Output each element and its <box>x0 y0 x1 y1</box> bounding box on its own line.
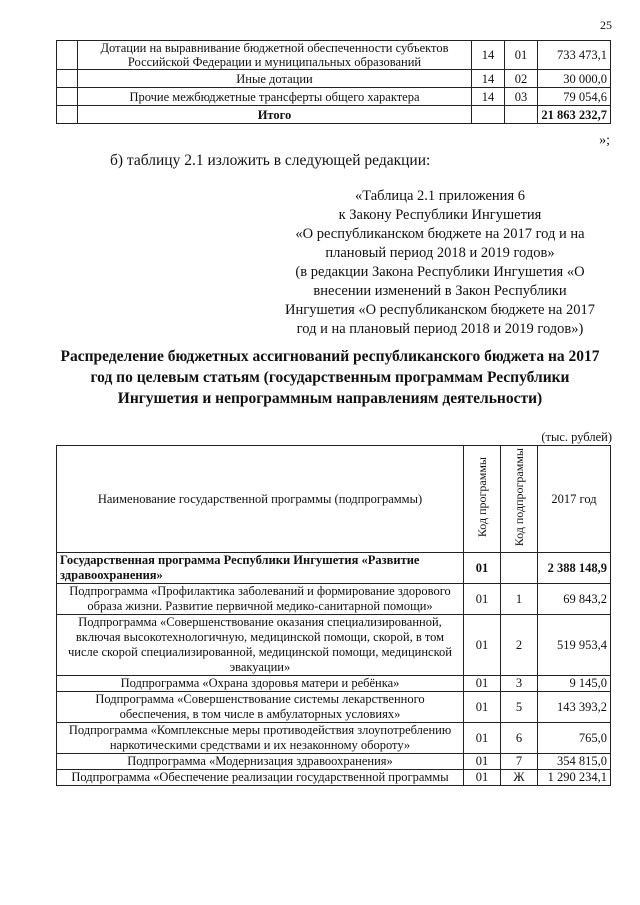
row-name: Подпрограмма «Охрана здоровья матери и ребёнка» <box>57 676 464 692</box>
row-name: Прочие межбюджетные трансферты общего характера <box>78 88 472 106</box>
row-name: Подпрограмма «Совершенствование системы лекарственного обеспечения, в том числе в амбулаторных условиях» <box>57 692 464 723</box>
table-row <box>57 676 611 692</box>
quote-close: »; <box>599 133 610 148</box>
row-subprogram-code: 6 <box>501 723 538 754</box>
row-name: Иные дотации <box>78 70 472 88</box>
row-code-2: 03 <box>505 88 538 106</box>
table-row <box>57 692 611 723</box>
table-row <box>57 88 611 106</box>
row-program-code: 01 <box>464 584 501 615</box>
row-subprogram-code: 3 <box>501 676 538 692</box>
heading-line: Распределение бюджетных ассигнований республиканского бюджета на 2017 <box>60 348 600 365</box>
row-code-2: 01 <box>505 41 538 70</box>
row-program-code: 01 <box>464 676 501 692</box>
table-row <box>57 553 611 584</box>
table-reference-block <box>270 187 610 339</box>
subtitle-line: год и на плановый период 2018 и 2019 годов») <box>296 321 584 337</box>
page-number: 25 <box>600 18 612 32</box>
row-subprogram-code <box>501 553 538 584</box>
table-row <box>57 615 611 676</box>
table-row <box>57 754 611 770</box>
subtitle-line: Ингушетия «О республиканском бюджете на 2017 <box>285 302 595 318</box>
row-code-1: 14 <box>472 70 505 88</box>
row-name: Подпрограмма «Обеспечение реализации государственной программы <box>57 770 464 786</box>
subtitle-line: «Таблица 2.1 приложения 6 <box>355 188 525 204</box>
amendment-instruction: б) таблицу 2.1 изложить в следующей редакции: <box>110 152 431 169</box>
heading-line: год по целевым статьям (государственным программам Республики <box>90 369 570 386</box>
units-label: (тыс. рублей) <box>541 430 612 444</box>
row-amount: 79 054,6 <box>538 88 611 106</box>
table-row <box>57 41 611 70</box>
row-amount: 143 393,2 <box>538 692 611 723</box>
empty-cell <box>472 106 505 124</box>
row-name: Дотации на выравнивание бюджетной обеспеченности субъектов Российской Федерации и муниципальных образований <box>78 41 472 70</box>
heading-line: Ингушетия и непрограммным направлениям деятельности) <box>117 390 543 407</box>
empty-cell <box>57 70 78 88</box>
subtitle-line: (в редакции Закона Республики Ингушетия «О <box>295 264 585 280</box>
row-program-code: 01 <box>464 770 501 786</box>
row-subprogram-code: Ж <box>501 770 538 786</box>
subtitle-line: к Закону Республики Ингушетия <box>338 207 542 223</box>
row-program-code: 01 <box>464 754 501 770</box>
empty-cell <box>57 41 78 70</box>
row-amount: 733 473,1 <box>538 41 611 70</box>
subtitle-line: «О республиканском бюджете на 2017 год и на <box>295 226 585 242</box>
row-code-1: 14 <box>472 41 505 70</box>
row-program-code: 01 <box>464 723 501 754</box>
row-name: Подпрограмма «Совершенствование оказания специализированной, включая высокотехнологичную, медицинской помощи, скорой, в том числе скорой специализированной, медицинской помощи, медицинской эвакуации» <box>57 615 464 676</box>
total-amount: 21 863 232,7 <box>538 106 611 124</box>
previous-table-fragment <box>56 40 611 124</box>
row-subprogram-code: 5 <box>501 692 538 723</box>
header-program-code: Код программы <box>464 446 501 553</box>
row-amount: 765,0 <box>538 723 611 754</box>
row-amount: 9 145,0 <box>538 676 611 692</box>
row-amount: 30 000,0 <box>538 70 611 88</box>
row-program-code: 01 <box>464 692 501 723</box>
table-row <box>57 70 611 88</box>
table-row <box>57 723 611 754</box>
row-amount: 69 843,2 <box>538 584 611 615</box>
total-label: Итого <box>78 106 472 124</box>
row-amount: 1 290 234,1 <box>538 770 611 786</box>
row-subprogram-code: 1 <box>501 584 538 615</box>
row-code-1: 14 <box>472 88 505 106</box>
empty-cell <box>57 106 78 124</box>
row-subprogram-code: 7 <box>501 754 538 770</box>
row-amount: 2 388 148,9 <box>538 553 611 584</box>
table-row <box>57 770 611 786</box>
header-year: 2017 год <box>538 446 611 553</box>
header-subprogram-code: Код подпрограммы <box>501 446 538 553</box>
empty-cell <box>57 88 78 106</box>
empty-cell <box>505 106 538 124</box>
row-name: Подпрограмма «Комплексные меры противодействия злоупотреблению наркотическими средствами и их незаконному обороту» <box>57 723 464 754</box>
row-program-code: 01 <box>464 553 501 584</box>
row-code-2: 02 <box>505 70 538 88</box>
row-amount: 354 815,0 <box>538 754 611 770</box>
row-name: Государственная программа Республики Ингушетия «Развитие здравоохранения» <box>57 553 464 584</box>
table-header-row <box>57 446 611 553</box>
subtitle-line: внесении изменений в Закон Республики <box>313 283 567 299</box>
table-row <box>57 584 611 615</box>
document-heading <box>60 346 600 409</box>
row-program-code: 01 <box>464 615 501 676</box>
row-name: Подпрограмма «Модернизация здравоохранения» <box>57 754 464 770</box>
total-row <box>57 106 611 124</box>
row-amount: 519 953,4 <box>538 615 611 676</box>
budget-allocation-table <box>56 445 611 786</box>
row-name: Подпрограмма «Профилактика заболеваний и формирование здорового образа жизни. Развитие первичной медико-санитарной помощи» <box>57 584 464 615</box>
header-name: Наименование государственной программы (подпрограммы) <box>57 446 464 553</box>
subtitle-line: плановый период 2018 и 2019 годов» <box>325 245 555 261</box>
row-subprogram-code: 2 <box>501 615 538 676</box>
